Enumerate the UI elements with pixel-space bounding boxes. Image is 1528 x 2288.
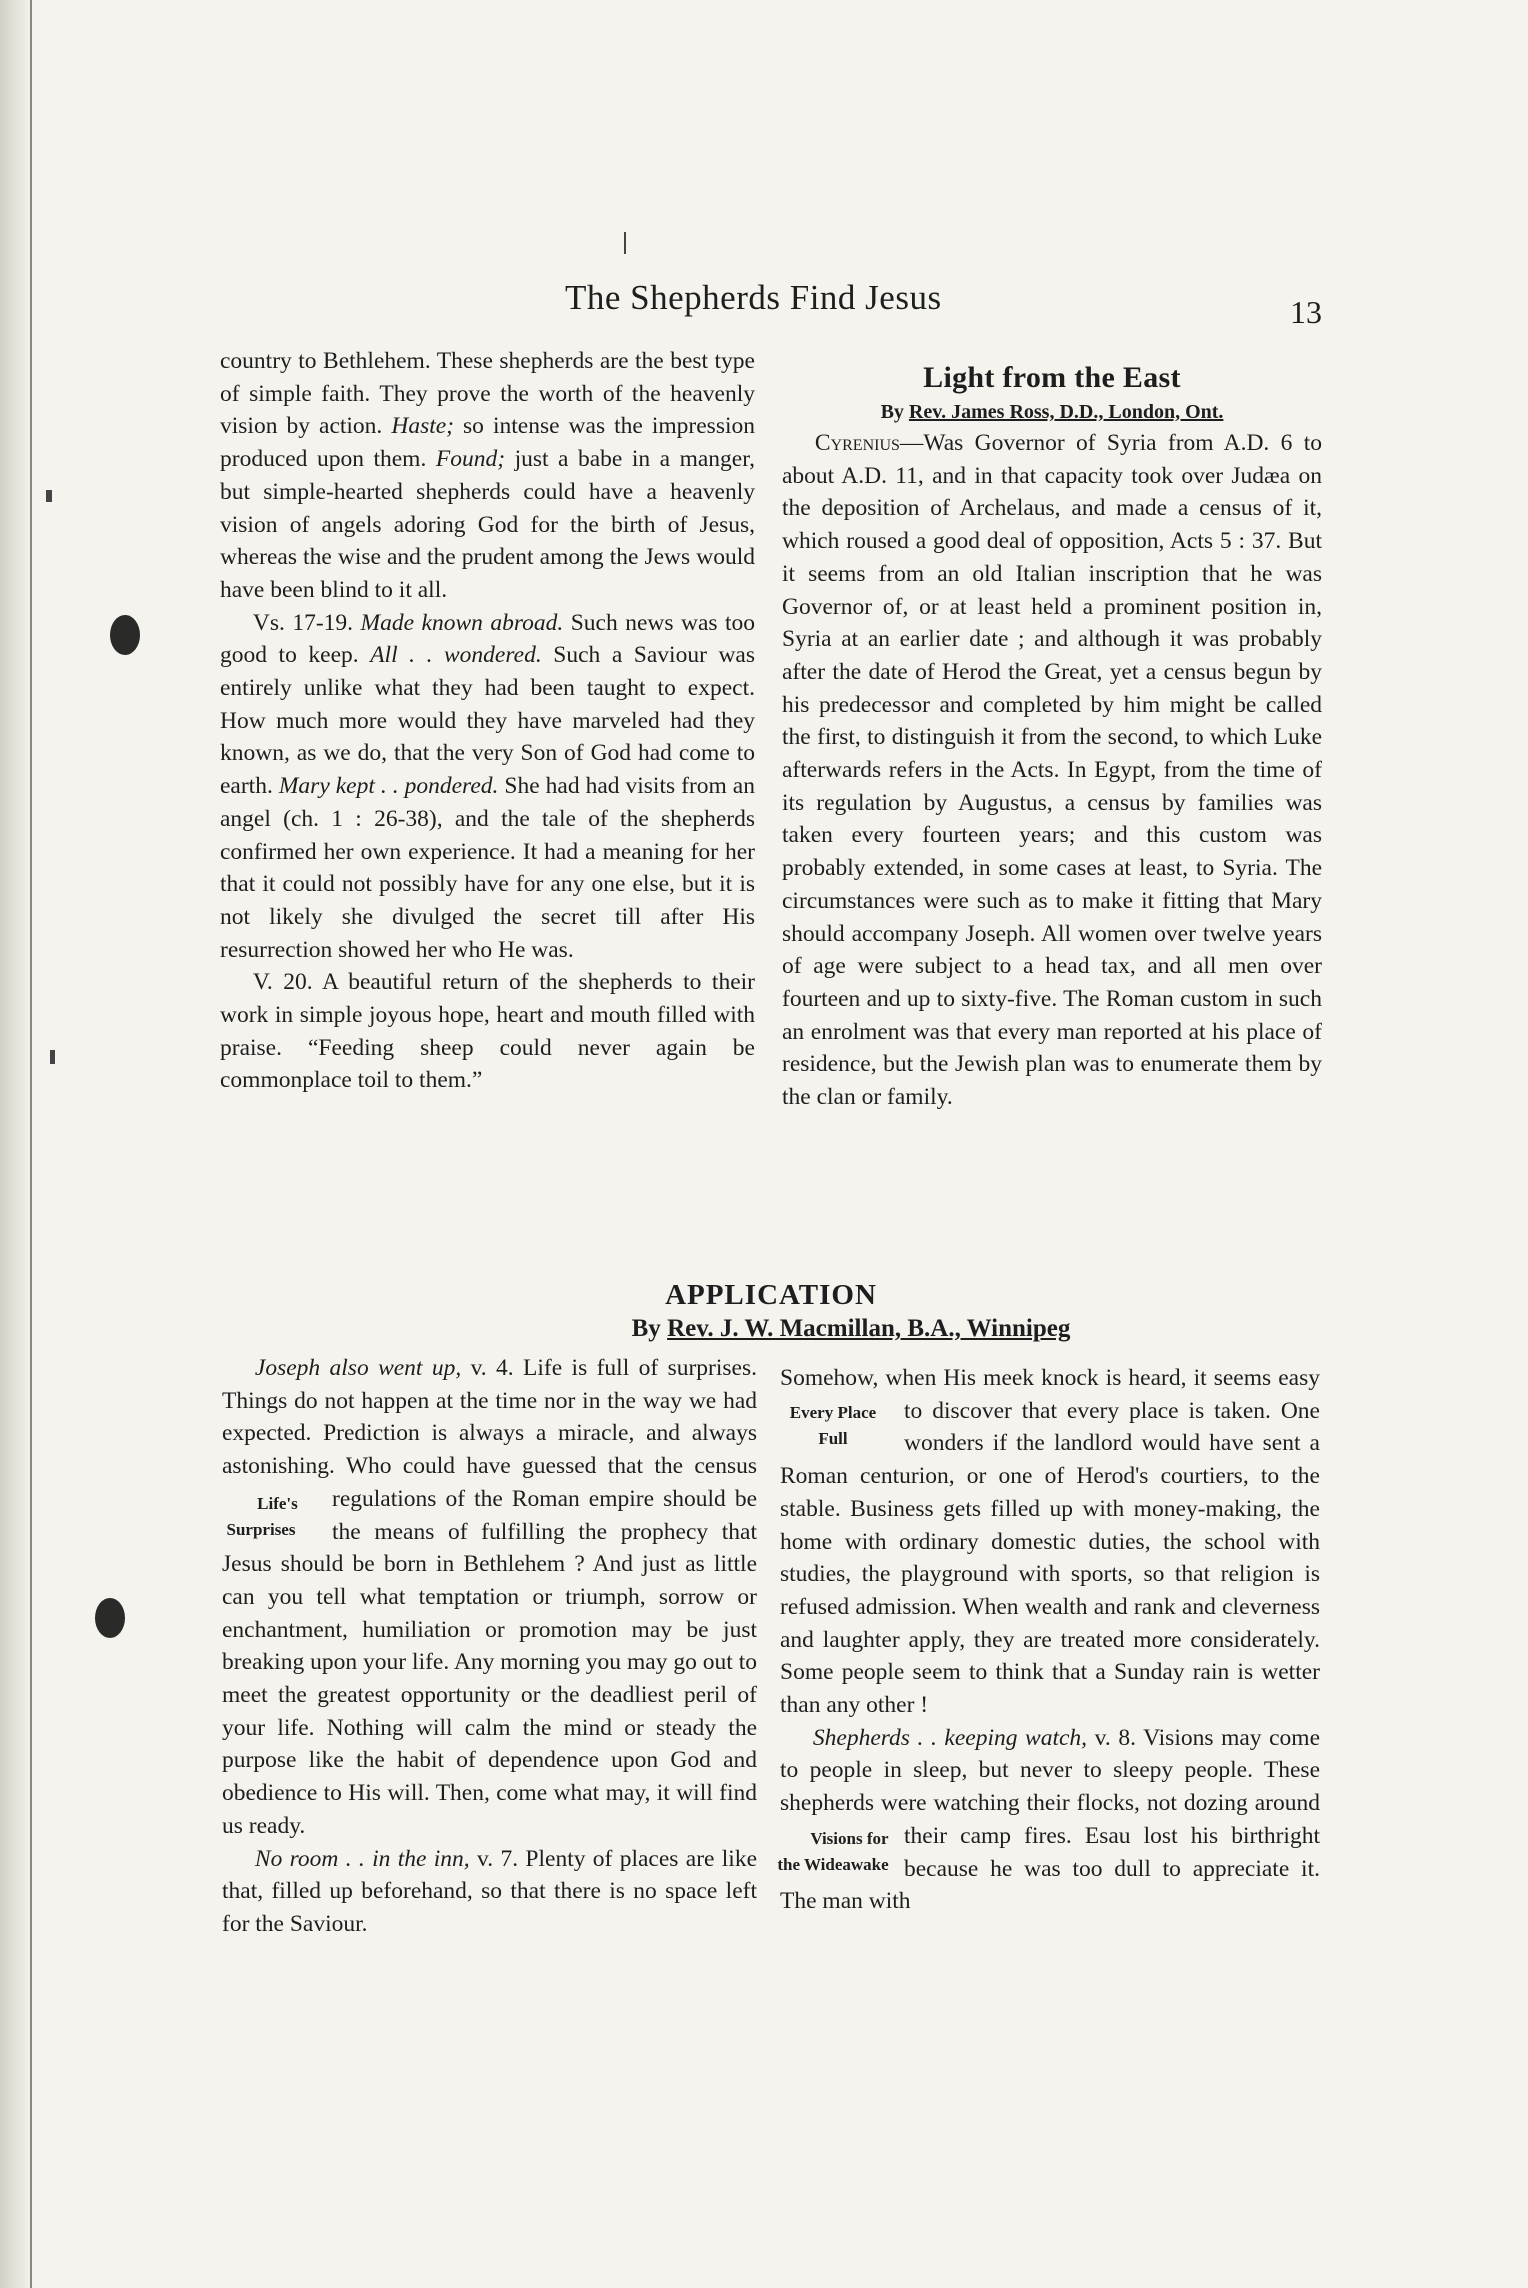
paragraph: Life's Surprises Joseph also went up, v. 4. Life is full of surprises. Things do not happen at the time nor in the way we had expected. Prediction is always a miracle, and always astonishing. Who could have guessed that the census regulations of the Roman empire should be the means of fulfilling the prophecy that Jesus should be born in Bethlehem ? And just as little can you tell what temptation or triumph, sorrow or enchantment, humiliation or promotion may be just breaking upon your life. Any morning you may go out to meet the greatest opportunity or the deadliest peril of your life. Nothing will calm the mind or steady the purpose like the habit of dependence upon God and obedience to His will. Then, come what may, it will find us ready. xyxy=(222,1352,757,1843)
application-heading xyxy=(220,1278,1322,1346)
paragraph: No room . . in the inn, v. 7. Plenty of places are like that, filled up beforehand, so that there is no space left for the Saviour. xyxy=(222,1845,758,1937)
application-byline: By Rev. J. W. Macmillan, B.A., Winnipeg xyxy=(631,1315,1071,1342)
margin-mark xyxy=(50,1050,55,1064)
paragraph: V. 20. A beautiful return of the shepherds to their work in simple joyous hope, heart and mouth filled with praise. “Feeding sheep could never again be commonplace toil to them.” xyxy=(220,969,755,1094)
application-title: APPLICATION xyxy=(665,1279,877,1311)
paragraph: Visions for the Wideawake Shepherds . . keeping watch, v. 8. Visions may come to people in sleep, but never to sleepy people. These shepherds were watching their flocks, not dozing around their camp fires. Esau lost his birthright because he was too dull to appreciate it. The man with xyxy=(780,1722,1320,1918)
marginal-note: Life's Surprises xyxy=(226,1494,298,1539)
marginal-note: Visions for the Wideawake xyxy=(777,1828,889,1874)
paragraph: Cyrenius—Was Governor of Syria from A.D. 6 to about A.D. 11, and in that capacity took over Judæa on the deposition of Archelaus, and made a census of it, which roused a good deal of opposition, Acts 5 : 37. But it seems from an old Italian inscription that he was Governor of, or at least held a prominent position in, Syria at an earlier date ; and although it was probably after the date of Herod the Great, yet a census begun by his predecessor and completed by him might be called the first, to distinguish it from the second, to which Luke afterwards refers in the Acts. In Egypt, from the time of its regulation by Augustus, a census by families was taken every fourteen years; and this custom was probably extended, in some cases at least, to Syria. The circumstances were such as to make it fitting that Mary should accompany Joseph. All women over twelve years of age were subject to a head tax, and all men over fourteen and up to sixty-five. The Roman custom in such an enrolment was that every man reported at his place of residence, but the Jewish plan was to enumerate them by the clan or family. xyxy=(782,430,1322,1111)
section-byline: By Rev. James Ross, D.D., London, Ont. xyxy=(880,401,1224,423)
paragraph: country to Bethlehem. These shepherds are the best type of simple faith. They prove the worth of the heavenly vision by action. Haste; so intense was the impression produced upon them. Found; just a babe in a manger, but simple-hearted shepherds could have a heavenly vision of angels adoring God for the birth of Jesus, whereas the wise and the prudent among the Jews would have been blind to it all. xyxy=(220,348,755,603)
right-column-top xyxy=(782,361,1322,1114)
marginal-note: Every Place Full xyxy=(789,1403,877,1448)
right-column-bottom xyxy=(777,1362,1321,1918)
punch-hole-lower xyxy=(95,1598,125,1638)
paragraph: Vs. 17-19. Made known abroad. Such news was too good to keep. All . . wondered. Such a Saviour was entirely unlike what they had been taught to expect. How much more would they have marveled had they known, as we do, that the very Son of God had come to earth. Mary kept . . pondered. She had had visits from an angel (ch. 1 : 26-38), and the tale of the shepherds confirmed her own experience. It had a meaning for her that it could not possibly have for any one else, but it is not likely she divulged the secret till after His resurrection showed her who He was. xyxy=(220,609,756,963)
left-column-top xyxy=(220,345,755,1097)
paragraph: Every Place Full Somehow, when His meek knock is heard, it seems easy to discover that every place is taken. One wonders if the landlord would have sent a Roman centurion, or one of Herod's courtiers, to the stable. Business gets filled up with money-making, the home with ordinary domestic duties, the school with studies, the playground with sports, so that religion is refused admission. When wealth and rank and cleverness and laughter apply, they are treated more considerately. Some people seem to think that a Sunday rain is wetter than any other ! xyxy=(780,1362,1320,1722)
running-header-title: The Shepherds Find Jesus xyxy=(565,278,942,317)
page-number: 13 xyxy=(1290,294,1322,330)
section-title: Light from the East xyxy=(923,361,1181,394)
left-column-bottom xyxy=(222,1352,757,1941)
margin-mark xyxy=(46,490,52,502)
punch-hole-upper xyxy=(110,615,140,655)
scan-left-edge xyxy=(0,0,32,2288)
margin-mark xyxy=(624,232,626,254)
